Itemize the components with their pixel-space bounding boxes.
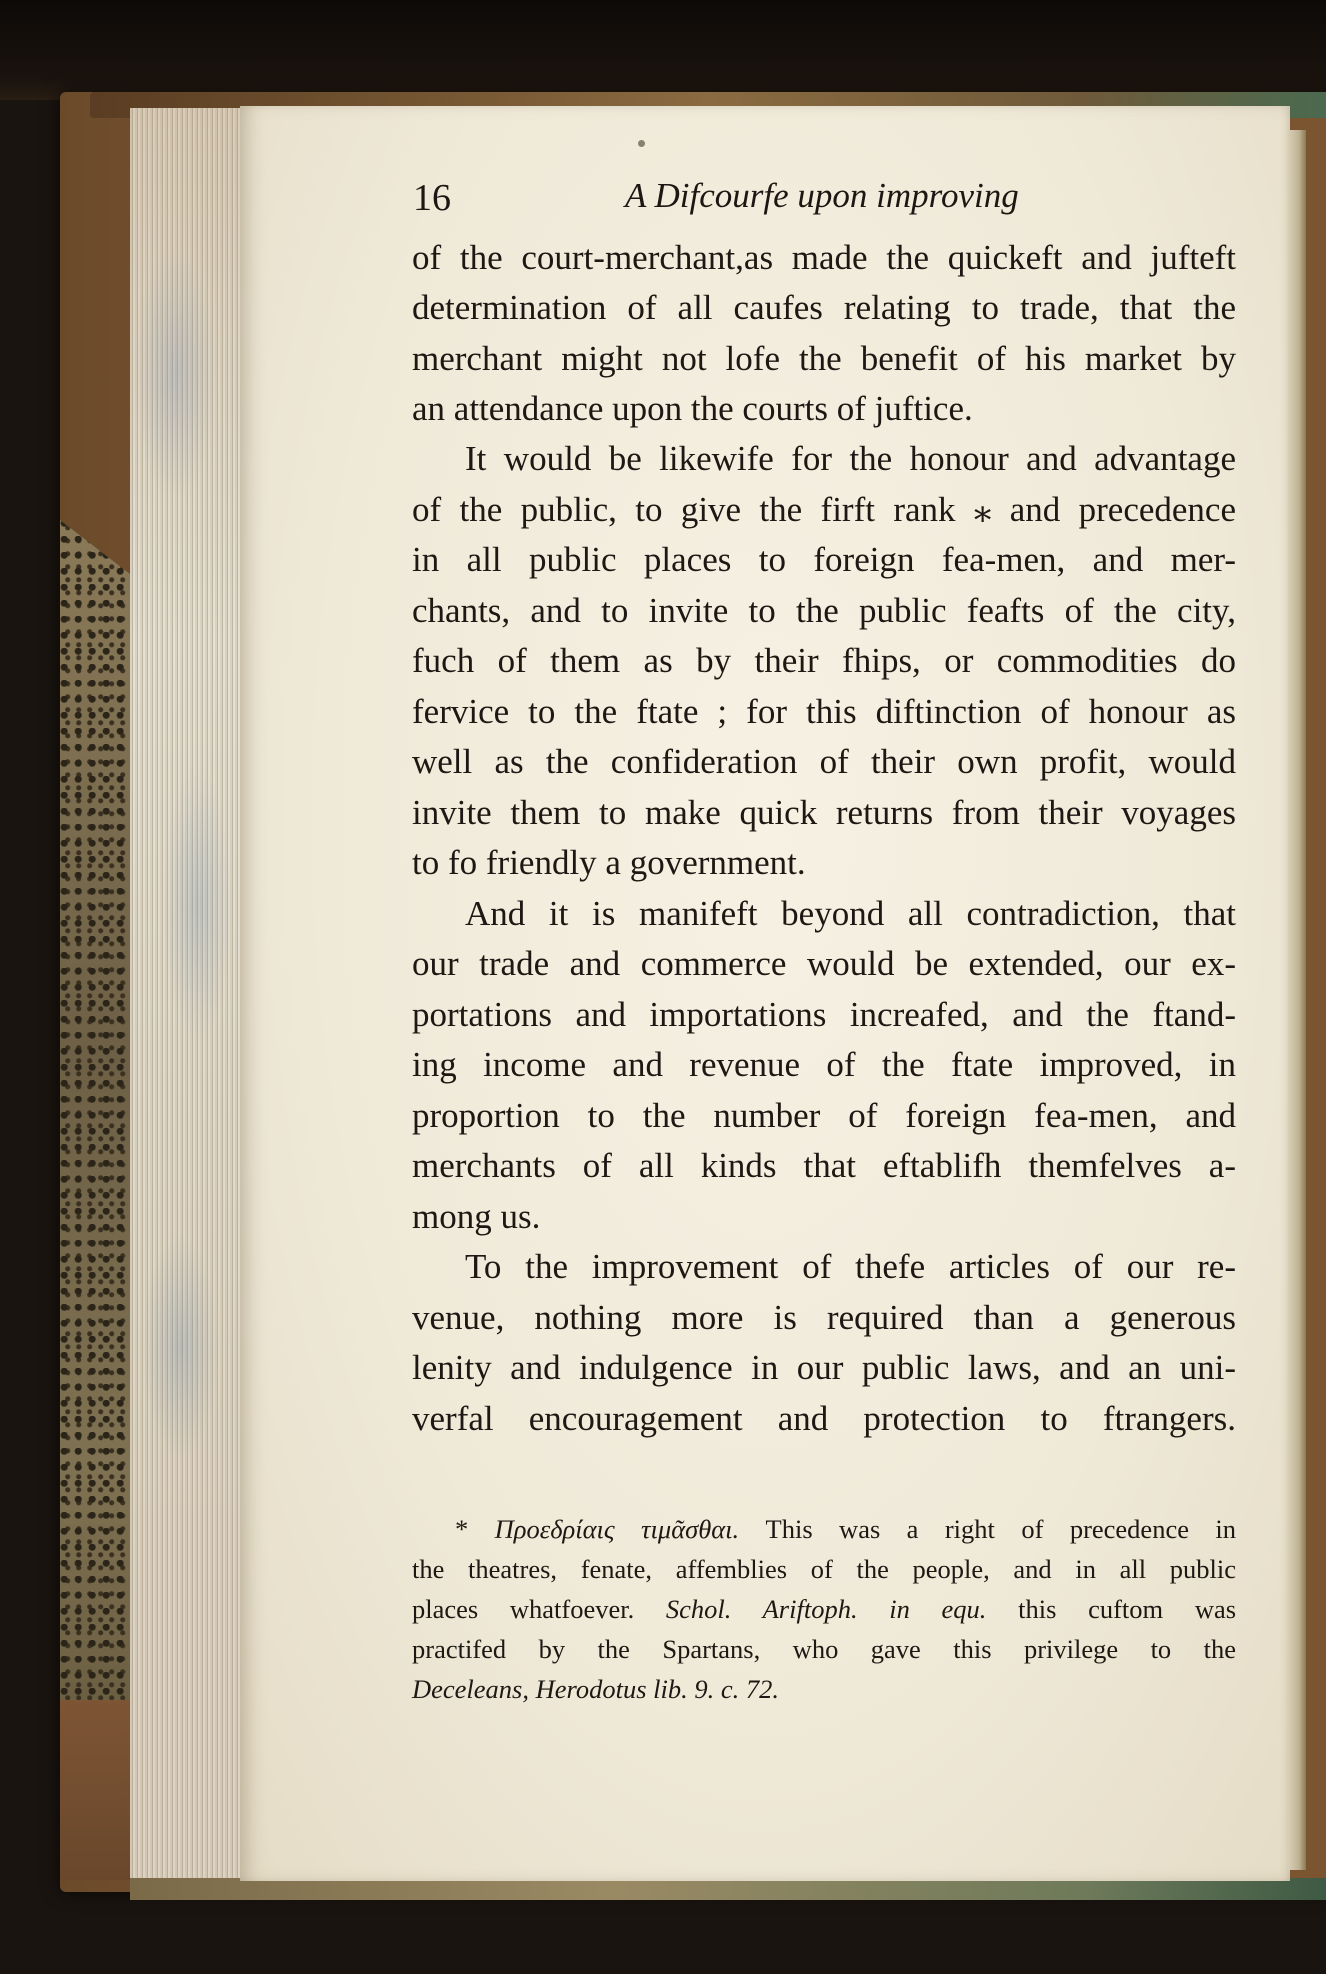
footnote-line bbox=[412, 1596, 1236, 1623]
footnote-text: this cuftom was bbox=[1018, 1594, 1237, 1624]
body-line: venue, nothing more is required than a generous bbox=[412, 1298, 1236, 1337]
body-line: an attendance upon the courts of juftice. bbox=[412, 389, 973, 428]
marbled-board bbox=[60, 520, 130, 1870]
body-line: to fo friendly a government. bbox=[412, 843, 806, 882]
body-line: lenity and indulgence in our public laws, and an uni- bbox=[412, 1348, 1236, 1387]
body-line: mong us. bbox=[412, 1197, 541, 1236]
body-line: chants, and to invite to the public feafts of the city, bbox=[412, 591, 1236, 630]
ink-dot bbox=[638, 140, 645, 147]
body-line: well as the confideration of their own profit, would bbox=[412, 742, 1236, 781]
running-title: A Difcourfe upon improving bbox=[625, 176, 1019, 215]
body-line: merchants of all kinds that eftablifh themfelves a- bbox=[412, 1146, 1236, 1185]
body-line: It would be likewife for the honour and advantage bbox=[465, 439, 1236, 478]
body-line: invite them to make quick returns from their voyages bbox=[412, 793, 1236, 832]
body-line: And it is manifeft beyond all contradiction, that bbox=[465, 894, 1236, 933]
page-number: 16 bbox=[413, 177, 451, 219]
body-line: verfal encouragement and protection to ftrangers. bbox=[412, 1399, 1236, 1438]
body-line: portations and importations increafed, and the ftand- bbox=[412, 995, 1236, 1034]
footnote-line bbox=[455, 1516, 1236, 1543]
spine-corner bbox=[60, 1700, 130, 1880]
footnote-marker: * bbox=[455, 1514, 469, 1544]
bottom-cover-edge bbox=[130, 1878, 1326, 1900]
page-right-edge bbox=[1288, 130, 1306, 1870]
body-line: determination of all caufes relating to trade, that the bbox=[412, 288, 1236, 327]
footnote-text: places whatfoever. bbox=[412, 1594, 635, 1624]
footnote-text: This was a right of precedence in bbox=[765, 1514, 1236, 1544]
body-line: ing income and revenue of the ftate improved, in bbox=[412, 1045, 1236, 1084]
footnote-line: practifed by the Spartans, who gave this privilege to the bbox=[412, 1634, 1236, 1664]
body-line: merchant might not lofe the benefit of his market by bbox=[412, 339, 1236, 378]
background bbox=[0, 0, 1326, 100]
body-line: fervice to the ftate ; for this diftinction of honour as bbox=[412, 692, 1236, 731]
greek-quote: Προεδρίαις τιμᾶσθαι. bbox=[494, 1514, 740, 1544]
body-line: of the court-merchant,as made the quickeft and jufteft bbox=[412, 238, 1236, 277]
body-line: in all public places to foreign fea-men, and mer- bbox=[412, 540, 1236, 579]
citation: Schol. Ariftoph. in equ. bbox=[665, 1594, 987, 1624]
page-edges-stain bbox=[130, 108, 242, 1878]
body-line: fuch of them as by their fhips, or commodities do bbox=[412, 641, 1236, 680]
footnote-line: Deceleans, Herodotus lib. 9. c. 72. bbox=[412, 1674, 780, 1704]
body-line: of the public, to give the firft rank ⁎ and precedence bbox=[412, 490, 1236, 529]
body-line: proportion to the number of foreign fea-men, and bbox=[412, 1096, 1236, 1135]
footnote-line: the theatres, fenate, affemblies of the people, and in all public bbox=[412, 1554, 1236, 1584]
body-line: our trade and commerce would be extended, our ex- bbox=[412, 944, 1236, 983]
body-line: To the improvement of thefe articles of our re- bbox=[465, 1247, 1236, 1286]
